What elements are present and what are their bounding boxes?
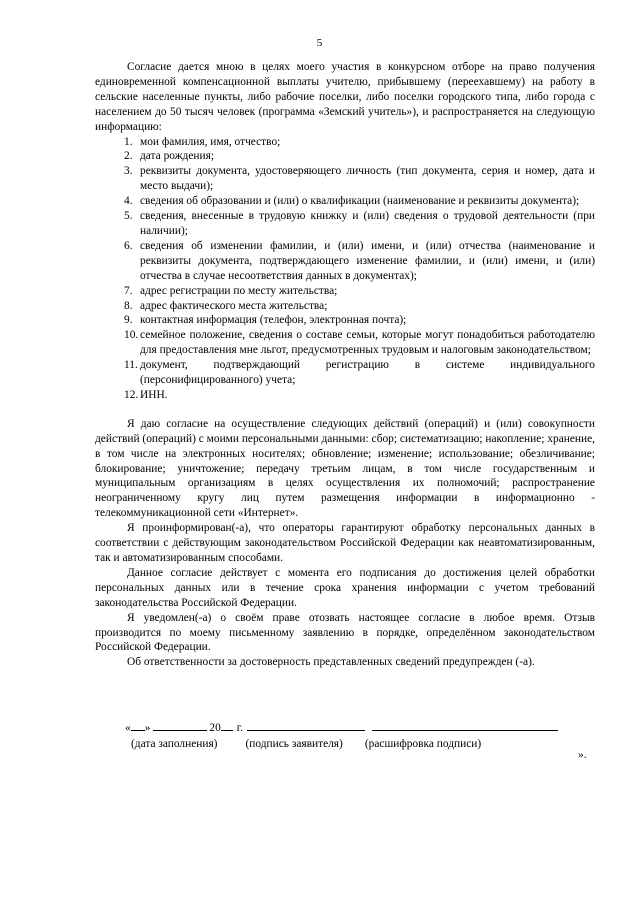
list-item-number: 6. [124,239,133,252]
list-item [95,135,595,150]
document-body [95,60,595,670]
spacer [95,403,595,417]
signature-line [125,718,595,736]
year-prefix: 20 [209,722,221,734]
list-item-number: 12. [124,388,139,401]
list-item-number: 5. [124,210,133,223]
list-item-number: 11. [124,359,138,372]
list-item-number: 3. [124,165,133,178]
list-item [95,149,595,164]
list-item [95,313,595,328]
list-item-text: сведения об изменении фамилии, и (или) имени, и (или) отчества (наименование и реквизиты документа, подтверждающего изменение фамилии, и (или) имени, и (или) отчества в случае несоответствия данных в документах); [140,239,595,282]
list-item-text: дата рождения; [140,150,214,163]
list-item-text: семейное положение, сведения о составе семьи, которые могут понадобиться работодателю для предоставления мне льгот, предусмотренных трудовым и налоговым законодательством; [140,329,595,357]
data-list [95,135,595,403]
date-close-quote: » [144,722,151,734]
validity-paragraph: Данное согласие действует с момента его подписания до достижения целей обработки персональных данных или в течение срока хранения информации с учетом требований законодательства Российской Федерации. [95,566,595,609]
signature-labels [125,737,595,752]
label-decoding: (расшифровка подписи) [364,737,482,750]
revoke-paragraph: Я уведомлен(-а) о своём праве отозвать настоящее согласие в любое время. Отзыв производится по моему письменному заявлению в порядке, определённом законодательством Российской Федерации. [95,611,595,654]
list-item-number: 7. [124,284,133,297]
list-item-number: 10. [124,329,139,342]
list-item-text: адрес фактического места жительства; [140,299,328,312]
decoding-field[interactable] [372,718,558,731]
signature-block [125,718,595,752]
responsibility-paragraph: Об ответственности за достоверность представленных сведений предупрежден (-а). [127,656,535,669]
month-field[interactable] [153,718,207,731]
day-field[interactable] [131,718,145,731]
label-date: (дата заполнения) [131,737,218,750]
list-item-text: сведения, внесенные в трудовую книжку и (или) сведения о трудовой деятельности (при наличии); [140,210,595,237]
list-item [95,284,595,299]
date-open-quote: « [125,722,131,734]
list-item-text: адрес регистрации по месту жительства; [140,284,338,297]
list-item [95,388,595,403]
list-item-number: 2. [124,150,133,163]
page-number: 5 [316,37,323,49]
list-item [95,164,595,194]
list-item-text: ИНН. [140,388,168,401]
list-item-text: документ, подтверждающий регистрацию в системе индивидуального (персонифицированного) учета; [140,359,595,387]
closing-quote: ». [578,749,587,761]
list-item-text: сведения об образовании и (или) о квалификации (наименование и реквизиты документа); [140,195,580,208]
list-item-number: 1. [124,135,133,148]
consent-actions-paragraph: Я даю согласие на осуществление следующих действий (операций) и (или) совокупности действий (операций) с моими персональными данными: сбор; систематизацию; накопление; хранение, в том числе на электронных носителях; обновление; изменение; использование; обезличивание; блокирование; уничтожение; передачу третьим лицам, в том числе государственным и муниципальным организациям в целях осуществления их полномочий; распространение неограниченному кругу лиц путем размещения информации в информационно - телекоммуникационной сети «Интернет». [95,417,595,520]
list-item [95,239,595,284]
year-suffix: г. [236,722,244,734]
intro-paragraph: Согласие дается мною в целях моего участия в конкурсном отборе на право получения единовременной компенсационной выплаты учителю, прибывшему (переехавшему) на работу в сельские населенные пункты, либо рабочие поселки, либо поселки городского типа, либо города с населением до 50 тысяч человек (программа «Земский учитель»), и распространяется на следующую информацию: [95,61,595,133]
list-item-text: контактная информация (телефон, электронная почта); [140,314,407,327]
list-item-number: 8. [124,299,133,312]
signature-field[interactable] [247,718,365,731]
list-item [95,328,595,358]
list-item-text: мои фамилия, имя, отчество; [140,135,281,148]
list-item [95,194,595,209]
list-item [95,358,595,388]
informed-paragraph: Я проинформирован(-а), что операторы гарантируют обработку персональных данных в соответствии с действующим законодательством Российской Федерации как неавтоматизированным, так и автоматизированным способами. [95,522,595,564]
list-item-text: реквизиты документа, удостоверяющего личность (тип документа, серия и номер, дата и место выдачи); [140,165,595,193]
list-item-number: 4. [124,195,133,208]
year-field[interactable] [221,718,233,731]
list-item [95,299,595,314]
list-item-number: 9. [124,314,133,327]
label-signature: (подпись заявителя) [245,737,343,750]
list-item [95,209,595,239]
